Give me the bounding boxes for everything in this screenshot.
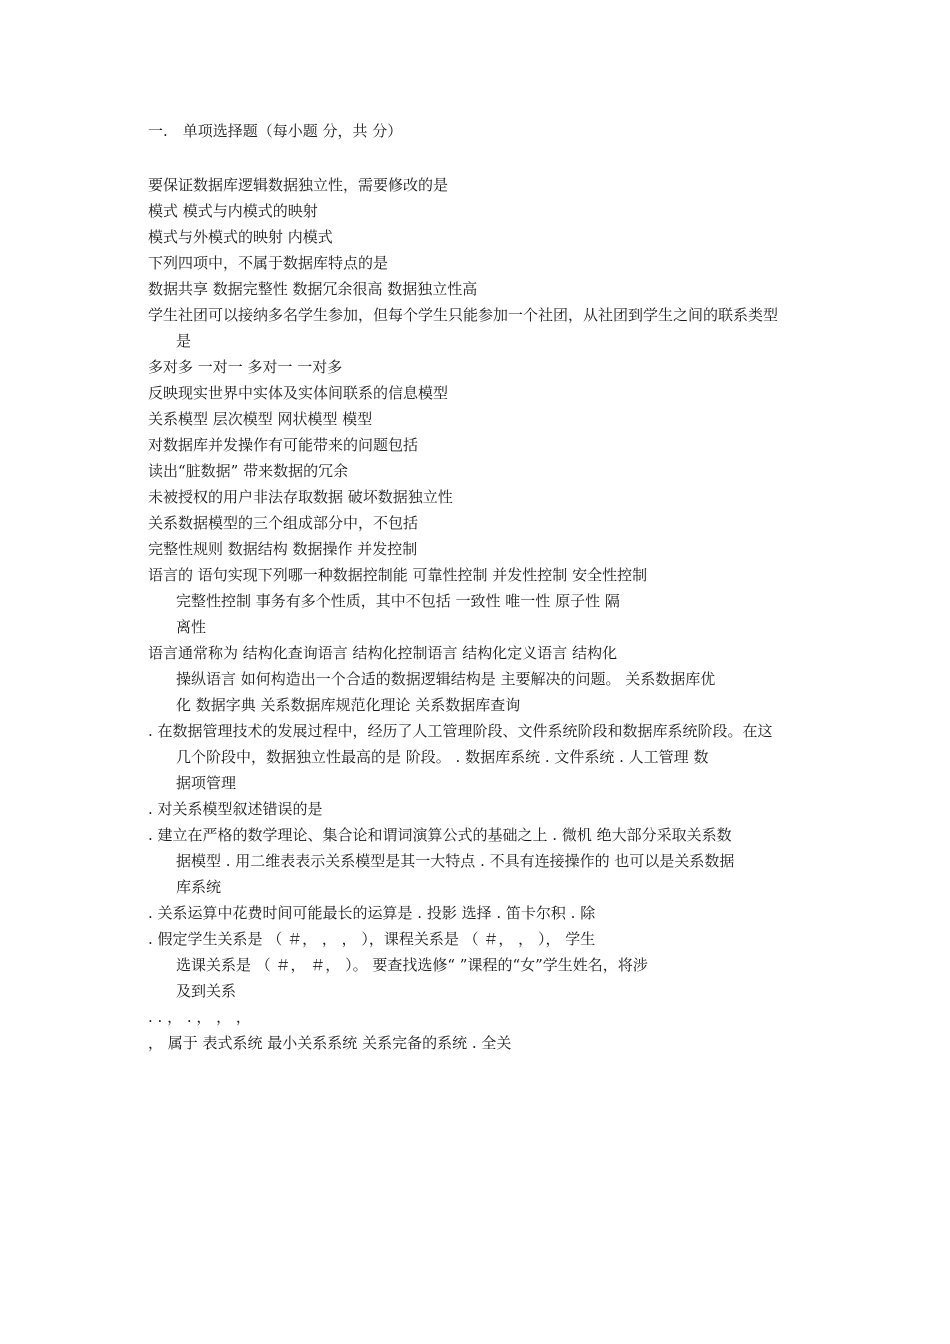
section-title: 一. 单项选择题（每小题 分，共 分） [148,122,403,140]
text-line: 多对多 一对一 多对一 一对多 [148,358,343,376]
text-line: ， 属于 表式系统 最小关系系统 关系完备的系统 . 全关 [148,1034,512,1052]
text-line: 模式与外模式的映射 内模式 [148,228,333,246]
text-line: 选课关系是 （ ＃， ＃， ）。 要查找选修“ ”课程的“女”学生姓名，将涉 [176,956,648,974]
text-line: 学生社团可以接纳多名学生参加，但每个学生只能参加一个社团，从社团到学生之间的联系类型 [148,306,779,324]
text-line: 是 [176,332,192,350]
text-line: 完整性规则 数据结构 数据操作 并发控制 [148,540,418,558]
text-line: 语言的 语句实现下列哪一种数据控制能 可靠性控制 并发性控制 安全性控制 [148,566,648,584]
text-line: 关系数据模型的三个组成部分中，不包括 [148,514,419,532]
text-line: 库系统 [176,878,222,896]
text-line: 及到关系 [176,982,237,1000]
text-line: . 假定学生关系是 （ ＃， ， ， ），课程关系是 （ ＃， ， ）， 学生 [148,930,596,948]
document-body [148,172,868,1056]
text-line: . 关系运算中花费时间可能最长的运算是 . 投影 选择 . 笛卡尔积 . 除 [148,904,596,922]
text-line: 完整性控制 事务有多个性质，其中不包括 一致性 唯一性 原子性 隔 [176,592,620,610]
text-line: 对数据库并发操作有可能带来的问题包括 [148,436,419,454]
text-line: 关系模型 层次模型 网状模型 模型 [148,410,373,428]
text-line: 要保证数据库逻辑数据独立性，需要修改的是 [148,176,449,194]
text-line: 语言通常称为 结构化查询语言 结构化控制语言 结构化定义语言 结构化 [148,644,618,662]
text-line: . 在数据管理技术的发展过程中，经历了人工管理阶段、文件系统阶段和数据库系统阶段。在这 [148,722,773,740]
text-line: 反映现实世界中实体及实体间联系的信息模型 [148,384,449,402]
text-line: . . ， . ， ， ， [148,1008,251,1026]
text-line: 化 数据字典 关系数据库规范化理论 关系数据库查询 [176,696,521,714]
text-line: 数据共享 数据完整性 数据冗余很高 数据独立性高 [148,280,478,298]
text-line: 据项管理 [176,774,237,792]
text-line: . 建立在严格的数学理论、集合论和谓词演算公式的基础之上 . 微机 绝大部分采取关系数 [148,826,732,844]
text-line: 离性 [176,618,207,636]
text-line: 操纵语言 如何构造出一个合适的数据逻辑结构是 主要解决的问题。 关系数据库优 [176,670,716,688]
text-line: 读出“脏数据” 带来数据的冗余 [148,462,349,480]
text-line: 据模型 . 用二维表表示关系模型是其一大特点 . 不具有连接操作的 也可以是关系数据 [176,852,735,870]
text-line: 几个阶段中，数据独立性最高的是 阶段。 . 数据库系统 . 文件系统 . 人工管理 数 [176,748,709,766]
text-line: 未被授权的用户非法存取数据 破坏数据独立性 [148,488,453,506]
text-line: 下列四项中，不属于数据库特点的是 [148,254,389,272]
text-line: 模式 模式与内模式的映射 [148,202,318,220]
text-line: . 对关系模型叙述错误的是 [148,800,323,818]
